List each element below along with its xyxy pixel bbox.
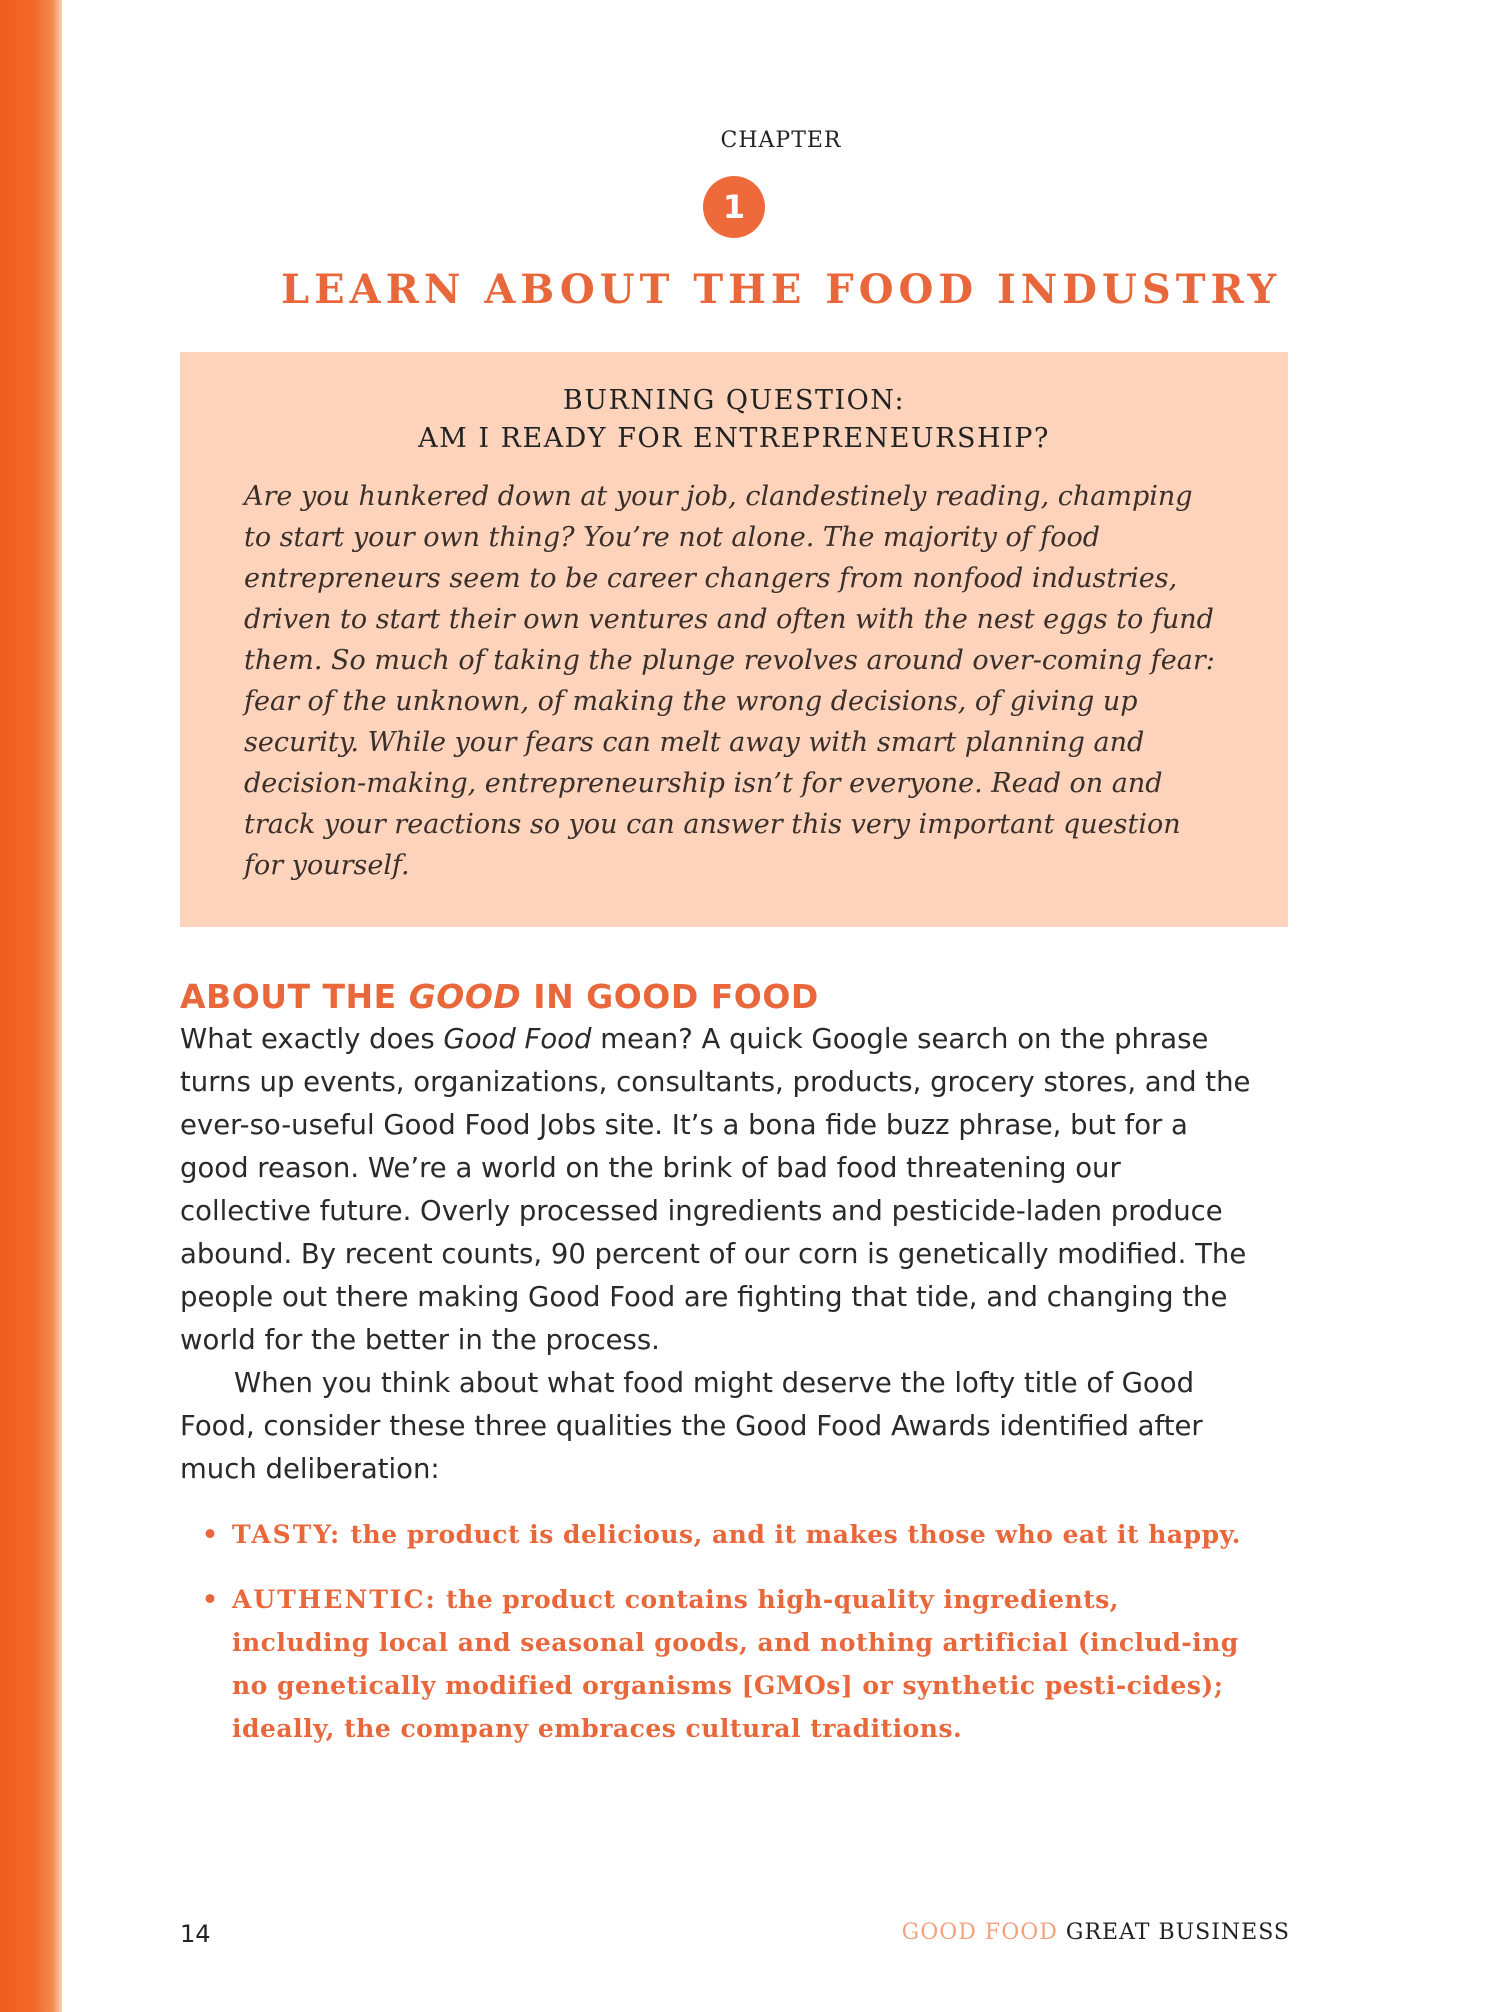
paragraph-2: When you think about what food might deserve the lofty title of Good Food, consider these three qualities the Good Food Awards identified after much deliberation: bbox=[180, 1367, 1203, 1485]
chapter-title: LEARN ABOUT THE FOOD INDUSTRY bbox=[280, 266, 1282, 313]
section-title bbox=[180, 976, 1260, 1018]
running-footer-book-title bbox=[902, 1920, 1290, 1945]
bullet-term: AUTHENTIC: bbox=[232, 1585, 437, 1614]
chapter-number-badge: 1 bbox=[703, 176, 765, 238]
callout-heading-line1: BURNING QUESTION: bbox=[562, 385, 906, 416]
chapter-label: CHAPTER bbox=[720, 128, 842, 153]
book-title-dark: GREAT BUSINESS bbox=[1057, 1920, 1290, 1945]
list-item-tasty bbox=[180, 1513, 1260, 1556]
page-number: 14 bbox=[180, 1920, 211, 1948]
orange-spine-border bbox=[0, 0, 62, 2012]
section-title-pre: ABOUT THE bbox=[180, 977, 409, 1016]
bullet-text: the product contains high-quality ingredients, including local and seasonal goods, and nothing artificial (includ-ing no genetically modified organisms [GMOs] or synthetic pesti-cides); ideally, the company embraces cultural traditions. bbox=[232, 1585, 1239, 1743]
good-food-section bbox=[180, 976, 1260, 1772]
bullet-text: the product is delicious, and it makes those who eat it happy. bbox=[341, 1520, 1241, 1549]
book-title-accent: GOOD FOOD bbox=[901, 1920, 1058, 1945]
bullet-term: TASTY: bbox=[232, 1520, 342, 1549]
bullet-dot-icon: • bbox=[202, 1585, 219, 1614]
list-item-authentic bbox=[180, 1578, 1260, 1750]
callout-heading bbox=[244, 382, 1224, 458]
paragraph-1-post: mean? A quick Google search on the phrase turns up events, organizations, consultants, products, grocery stores, and the ever-so-useful Good Food Jobs site. It’s a bona fide buzz phrase, but for a good reason. We’re a world on the brink of bad food threatening our collective future. Overly processed ingredients and pesticide-laden produce abound. By recent counts, 90 percent of our corn is genetically modified. The people out there making Good Food are fighting that tide, and changing the world for the better in the process. bbox=[180, 1023, 1251, 1356]
qualities-list bbox=[180, 1513, 1260, 1750]
section-title-em: GOOD bbox=[408, 977, 522, 1016]
paragraph-1-pre: What exactly does bbox=[180, 1023, 444, 1055]
callout-body: Are you hunkered down at your job, clandestinely reading, champing to start your own thing? You’re not alone. The majority of food entrepreneurs seem to be career changers from nonfood industries, driven to start their own ventures and often with the nest eggs to fund them. So much of taking the plunge revolves around over-coming fear: fear of the unknown, of making the wrong decisions, of giving up security. While your fears can melt away with smart planning and decision-making, entrepreneurship isn’t for everyone. Read on and track your reactions so you can answer this very important question for yourself. bbox=[244, 481, 1215, 881]
paragraph-1 bbox=[180, 1018, 1260, 1362]
paragraph-1-em: Good Food bbox=[443, 1023, 592, 1055]
bullet-dot-icon: • bbox=[202, 1520, 219, 1549]
section-title-post: IN GOOD FOOD bbox=[521, 977, 819, 1016]
burning-question-callout bbox=[180, 352, 1288, 927]
callout-heading-line2: AM I READY FOR ENTREPRENEURSHIP? bbox=[418, 423, 1050, 454]
